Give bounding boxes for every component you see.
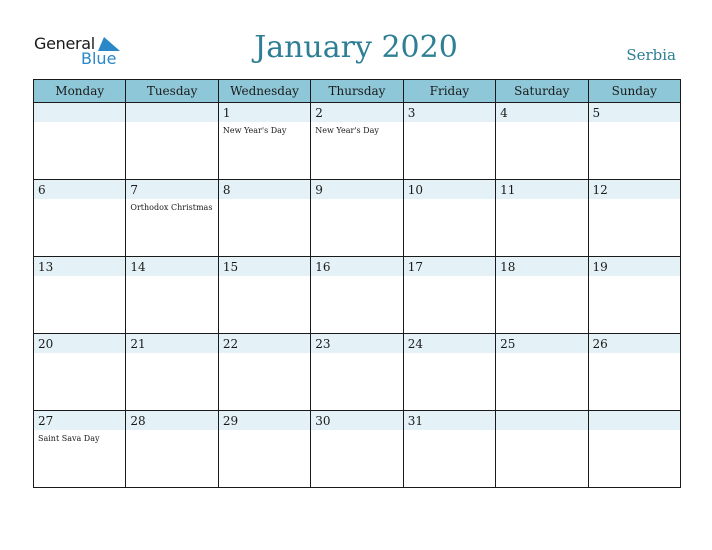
day-number: 7 (130, 183, 139, 197)
day-number: 29 (222, 414, 239, 428)
day-number: 22 (222, 337, 239, 351)
logo-text-blue: Blue (81, 49, 117, 68)
day-cell[interactable] (588, 180, 680, 257)
weekday-header: Tuesday (126, 80, 218, 103)
day-cell-band (404, 103, 495, 122)
holiday-note: Saint Sava Day (38, 434, 100, 443)
day-number: 3 (407, 106, 416, 120)
day-cell[interactable] (126, 103, 218, 180)
day-cell[interactable] (588, 257, 680, 334)
day-number: 15 (222, 260, 239, 274)
day-cell[interactable] (496, 334, 588, 411)
day-number: 13 (38, 260, 54, 274)
day-cell-band (126, 180, 217, 199)
day-number: 28 (130, 414, 146, 428)
day-cell[interactable] (403, 103, 495, 180)
day-number: 23 (315, 337, 331, 351)
day-number: 31 (407, 414, 423, 428)
day-number: 6 (38, 183, 46, 197)
day-cell[interactable] (311, 257, 403, 334)
day-cell[interactable] (311, 103, 403, 180)
weekday-header: Thursday (311, 80, 403, 103)
day-number: 16 (315, 260, 331, 274)
day-cell-band (589, 411, 680, 430)
day-number: 8 (222, 183, 231, 197)
day-cell-band (589, 103, 680, 122)
day-cell-band (126, 103, 217, 122)
day-number: 18 (500, 260, 516, 274)
day-number: 4 (500, 106, 508, 120)
day-cell[interactable] (496, 180, 588, 257)
day-number: 5 (592, 106, 601, 120)
day-cell[interactable] (218, 180, 310, 257)
day-cell-band (311, 103, 402, 122)
day-cell-band (496, 103, 587, 122)
calendar-title: January 2020 (254, 30, 458, 65)
weekday-header: Wednesday (218, 80, 310, 103)
day-cell[interactable] (311, 334, 403, 411)
logo-text-general: General (34, 34, 95, 53)
day-cell-band (496, 411, 587, 430)
day-number: 20 (38, 337, 54, 351)
calendar-grid (33, 79, 681, 488)
day-number: 12 (592, 183, 608, 197)
day-cell[interactable] (496, 103, 588, 180)
day-number: 26 (592, 337, 608, 351)
day-cell[interactable] (126, 180, 218, 257)
day-cell[interactable] (588, 411, 680, 488)
day-cell[interactable] (311, 180, 403, 257)
day-cell[interactable] (403, 334, 495, 411)
day-number: 14 (130, 260, 146, 274)
weekday-header: Sunday (588, 80, 680, 103)
holiday-note: Orthodox Christmas (130, 203, 213, 212)
weekday-header-row (34, 80, 681, 103)
day-cell[interactable] (34, 334, 126, 411)
day-number: 17 (407, 260, 423, 274)
week-row (34, 180, 681, 257)
holiday-note: New Year's Day (222, 126, 287, 135)
weekday-header: Saturday (496, 80, 588, 103)
day-cell-band (311, 180, 402, 199)
day-number: 19 (592, 260, 608, 274)
day-cell[interactable] (34, 257, 126, 334)
holiday-note: New Year's Day (315, 126, 379, 135)
day-cell[interactable] (34, 180, 126, 257)
day-cell[interactable] (218, 334, 310, 411)
day-number: 1 (222, 106, 231, 120)
day-cell[interactable] (126, 334, 218, 411)
week-row (34, 257, 681, 334)
day-cell[interactable] (311, 411, 403, 488)
day-number: 9 (315, 183, 323, 197)
day-number: 24 (407, 337, 423, 351)
day-cell-band (219, 180, 310, 199)
day-cell[interactable] (126, 257, 218, 334)
weekday-header: Monday (34, 80, 126, 103)
day-cell[interactable] (496, 411, 588, 488)
week-row (34, 411, 681, 488)
day-number: 2 (315, 106, 323, 120)
weekday-header: Friday (403, 80, 495, 103)
day-cell[interactable] (403, 411, 495, 488)
day-cell[interactable] (126, 411, 218, 488)
day-cell[interactable] (218, 103, 310, 180)
day-cell[interactable] (34, 103, 126, 180)
day-cell[interactable] (588, 103, 680, 180)
day-cell[interactable] (403, 180, 495, 257)
day-cell-band (34, 103, 125, 122)
day-cell-band (219, 103, 310, 122)
day-number: 11 (500, 183, 516, 197)
day-number: 21 (130, 337, 146, 351)
week-row (34, 103, 681, 180)
day-number: 30 (315, 414, 331, 428)
day-number: 10 (407, 183, 423, 197)
day-cell-band (34, 180, 125, 199)
day-cell[interactable] (218, 257, 310, 334)
week-row (34, 334, 681, 411)
day-cell[interactable] (588, 334, 680, 411)
day-cell[interactable] (34, 411, 126, 488)
day-number: 27 (38, 414, 54, 428)
day-number: 25 (500, 337, 516, 351)
day-cell[interactable] (403, 257, 495, 334)
day-cell[interactable] (496, 257, 588, 334)
country-label: Serbia (626, 46, 676, 64)
day-cell[interactable] (218, 411, 310, 488)
